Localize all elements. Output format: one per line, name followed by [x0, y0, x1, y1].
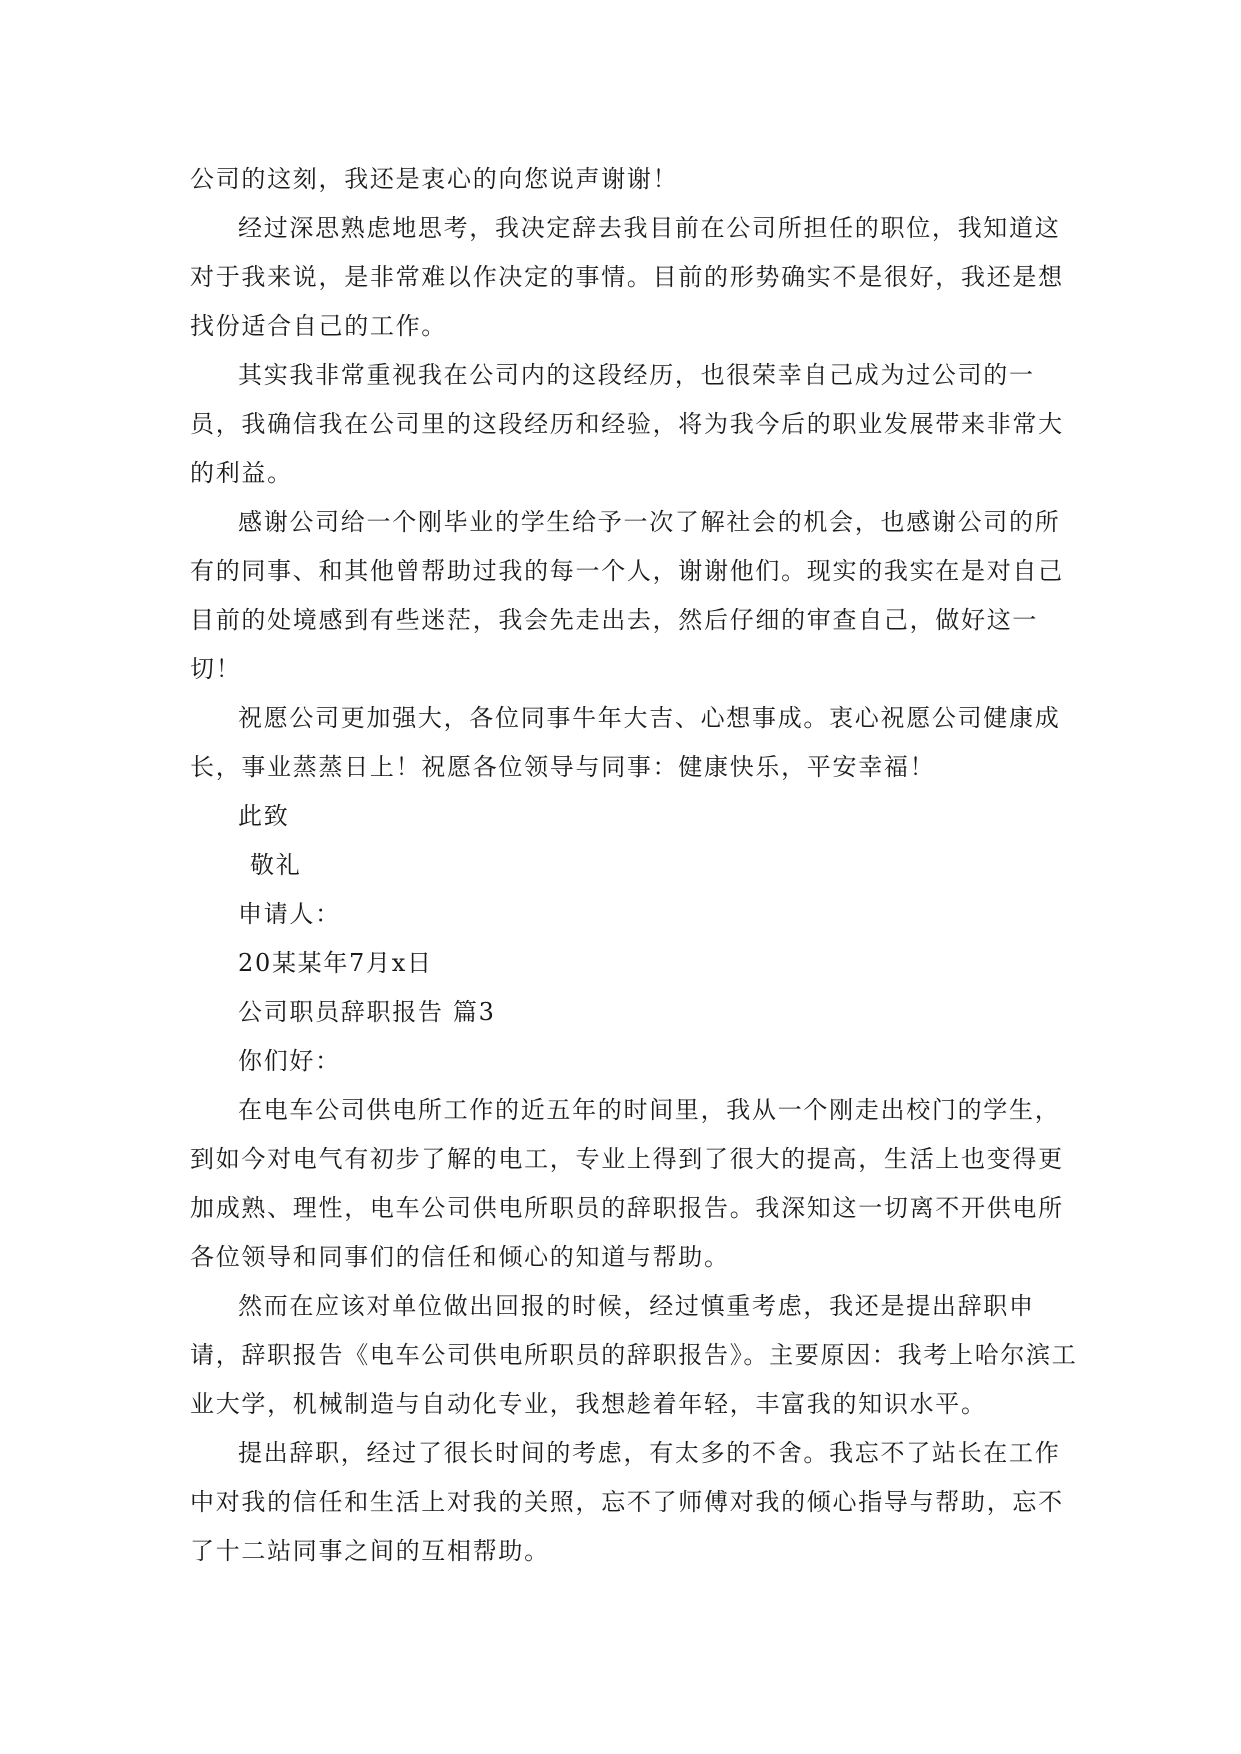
section-title: 公司职员辞职报告 篇3 — [238, 998, 496, 1026]
text-line: 目前的处境感到有些迷茫，我会先走出去，然后仔细的审查自己，做好这一 — [190, 606, 1039, 634]
text-line: 的利益。 — [190, 459, 293, 487]
greeting: 你们好： — [238, 1047, 341, 1075]
text-line: 对于我来说，是非常难以作决定的事情。目前的形势确实不是很好，我还是想 — [190, 263, 1064, 291]
text-line: 各位领导和同事们的信任和倾心的知道与帮助。 — [190, 1243, 730, 1271]
text-line: 有的同事、和其他曾帮助过我的每一个人，谢谢他们。现实的我实在是对自己 — [190, 557, 1064, 585]
text-line: 请，辞职报告《电车公司供电所职员的辞职报告》。主要原因：我考上哈尔滨工 — [190, 1341, 1078, 1369]
text-line: 祝愿公司更加强大，各位同事牛年大吉、心想事成。衷心祝愿公司健康成 — [238, 704, 1061, 732]
text-line: 到如今对电气有初步了解的电工，专业上得到了很大的提高，生活上也变得更 — [190, 1145, 1064, 1173]
closing-regards: 敬礼 — [250, 851, 302, 879]
closing-salutation: 此致 — [238, 802, 290, 830]
text-line: 其实我非常重视我在公司内的这段经历，也很荣幸自己成为过公司的一 — [238, 361, 1035, 389]
text-line: 然而在应该对单位做出回报的时候，经过慎重考虑，我还是提出辞职申 — [238, 1292, 1035, 1320]
text-line: 中对我的信任和生活上对我的关照，忘不了师傅对我的倾心指导与帮助，忘不 — [190, 1488, 1064, 1516]
text-line: 在电车公司供电所工作的近五年的时间里，我从一个刚走出校门的学生， — [238, 1096, 1061, 1124]
text-line: 切！ — [190, 655, 242, 683]
text-line: 找份适合自己的工作。 — [190, 312, 447, 340]
text-line: 提出辞职，经过了很长时间的考虑，有太多的不舍。我忘不了站长在工作 — [238, 1439, 1061, 1467]
text-line: 公司的这刻，我还是衷心的向您说声谢谢！ — [190, 165, 679, 193]
text-line: 长，事业蒸蒸日上！祝愿各位领导与同事：健康快乐，平安幸福！ — [190, 753, 936, 781]
date-line: 20某某年7月x日 — [238, 949, 433, 977]
text-line: 了十二站同事之间的互相帮助。 — [190, 1537, 550, 1565]
document-body — [190, 155, 1078, 1576]
text-line: 感谢公司给一个刚毕业的学生给予一次了解社会的机会，也感谢公司的所 — [238, 508, 1061, 536]
text-line: 加成熟、理性，电车公司供电所职员的辞职报告。我深知这一切离不开供电所 — [190, 1194, 1064, 1222]
text-line: 经过深思熟虑地思考，我决定辞去我目前在公司所担任的职位，我知道这 — [238, 214, 1061, 242]
text-line: 员，我确信我在公司里的这段经历和经验，将为我今后的职业发展带来非常大 — [190, 410, 1064, 438]
applicant-label: 申请人： — [238, 900, 341, 928]
text-line: 业大学，机械制造与自动化专业，我想趁着年轻，丰富我的知识水平。 — [190, 1390, 987, 1418]
